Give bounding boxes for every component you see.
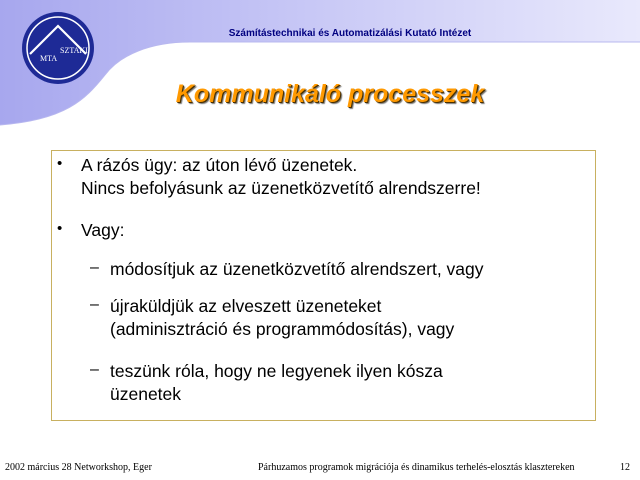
- svg-text:SZTAKI: SZTAKI: [60, 46, 88, 55]
- sub-bullet-text-line: üzenetek: [110, 384, 182, 404]
- sub-bullet-text-line: teszünk róla, hogy ne legyenek ilyen kósza: [110, 361, 443, 381]
- sub-bullet-item: [110, 360, 443, 406]
- sub-bullet-text-line: újraküldjük az elveszett üzeneteket: [110, 296, 382, 316]
- svg-text:MTA: MTA: [40, 54, 58, 63]
- bullet-text-line: Vagy:: [81, 220, 125, 240]
- footer-talk-title: Párhuzamos programok migrációja és dinamikus terhelés-elosztás klasztereken: [258, 462, 575, 473]
- bullet-item: [81, 154, 481, 200]
- institute-name: Számítástechnikai és Automatizálási Kutató Intézet: [228, 28, 472, 39]
- dash-icon: –: [90, 361, 99, 378]
- sub-bullet-text-line: módosítjuk az üzenetközvetítő alrendszert, vagy: [110, 259, 484, 279]
- dash-icon: –: [90, 296, 99, 313]
- bullet-item: [81, 219, 124, 242]
- bullet-dot-icon: •: [57, 220, 63, 237]
- sub-bullet-item: [110, 258, 484, 281]
- dash-icon: –: [90, 259, 99, 276]
- sub-bullet-text-line: (adminisztráció és programmódosítás), vagy: [110, 319, 455, 339]
- slide-title: Kommunikáló processzek: [175, 80, 485, 108]
- sub-bullet-item: [110, 295, 454, 341]
- bullet-text-line: A rázós ügy: az úton lévő üzenetek.: [81, 155, 358, 175]
- footer-event: 2002 március 28 Networkshop, Eger: [5, 462, 152, 473]
- page-number: 12: [620, 462, 630, 473]
- mta-sztaki-logo: [18, 8, 98, 88]
- bullet-dot-icon: •: [57, 155, 63, 172]
- bullet-text-line: Nincs befolyásunk az üzenetközvetítő alrendszerre!: [81, 178, 481, 198]
